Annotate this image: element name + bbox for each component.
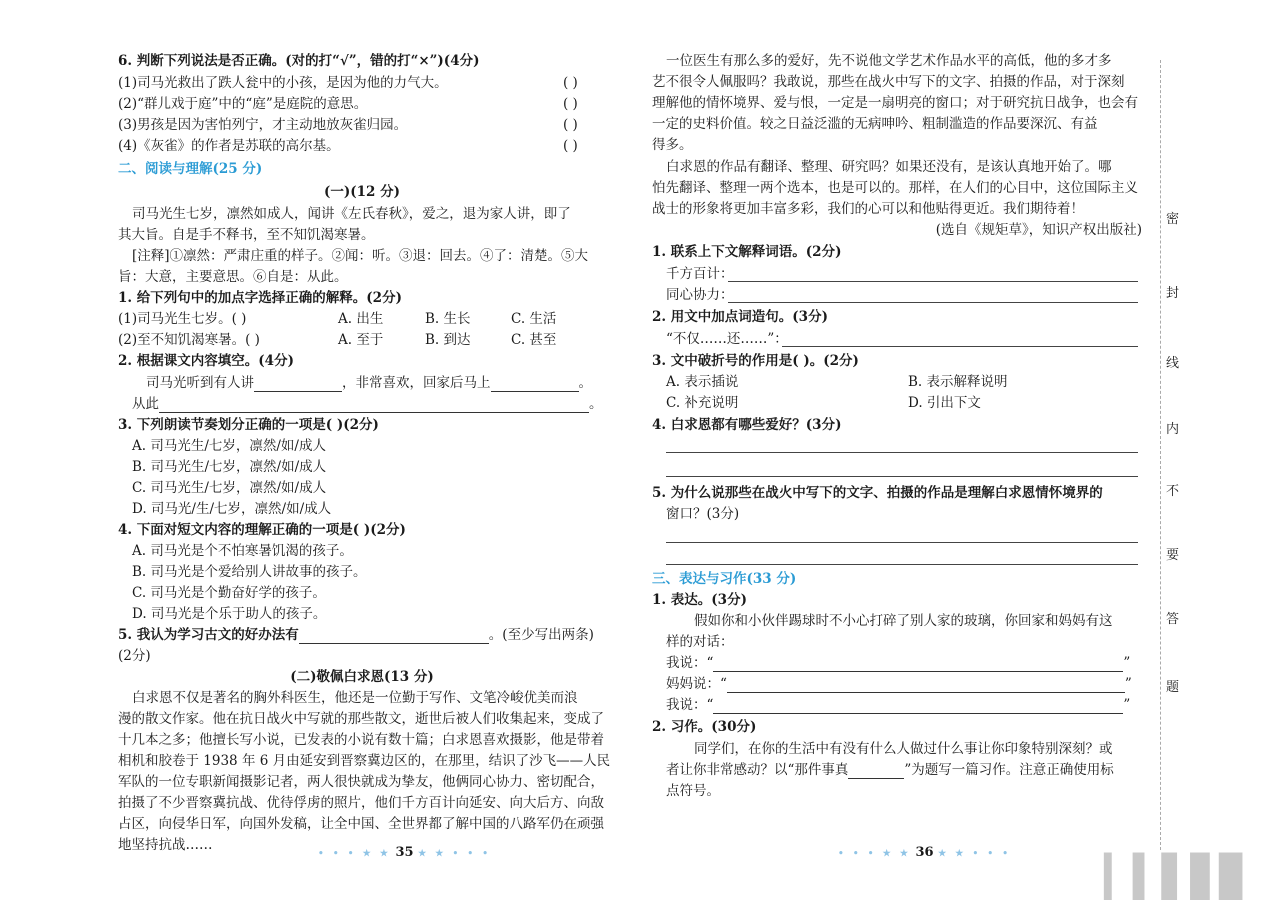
q2-fill bbox=[146, 374, 592, 392]
passage-line: 司马光生七岁，凛然如成人，闻讲《左氏春秋》，爱之，退为家人讲，即了 bbox=[132, 206, 571, 222]
answer-paren[interactable]: ( ) bbox=[563, 138, 578, 154]
seal-line bbox=[1160, 60, 1181, 850]
q1-label: 千方百计： bbox=[666, 266, 734, 282]
passage-line: 军队的一位专职新闻摄影记者，两人很快就成为挚友，他俩同心协力、密切配合， bbox=[118, 774, 604, 790]
e2-text-part: 者让你非常感动？以“那件事真 bbox=[666, 762, 849, 778]
q1-title: 1. 给下列句中的加点字选择正确的解释。(2分) bbox=[118, 290, 402, 306]
e2-title: 2. 习作。(30分) bbox=[652, 719, 757, 735]
seal-char: 内 bbox=[1166, 422, 1180, 437]
answer-line[interactable] bbox=[666, 542, 1138, 543]
q1-sentence: (2)至不知饥渴寒暑。( ) bbox=[118, 332, 260, 348]
passage-line: 漫的散文作家。他在抗日战火中写就的那些散文，逝世后被人们收集起来，变成了 bbox=[118, 711, 604, 727]
q6-item: (2)“群儿戏于庭”中的“庭”是庭院的意思。 bbox=[118, 96, 368, 112]
seal-char: 封 bbox=[1166, 286, 1180, 301]
q6-title: 6. 判断下列说法是否正确。(对的打“√”，错的打“×”)(4分) bbox=[118, 53, 480, 69]
option[interactable]: B. 司马光生/七岁，凛然/如/成人 bbox=[132, 459, 327, 475]
star-decoration: ★ ★ • • • bbox=[418, 849, 492, 859]
dialog-label: 我说：“ bbox=[666, 655, 714, 671]
passage-line: 其大旨。自是手不释书，至不知饥渴寒暑。 bbox=[118, 227, 375, 243]
passage-line: 一定的史料价值。较之日益泛滥的无病呻吟、粗制滥造的作品要深沉、有益 bbox=[652, 116, 1098, 132]
q5-title: 5. 我认为学习古文的好办法有 bbox=[118, 627, 299, 643]
dialog-label: 我说：“ bbox=[666, 697, 714, 713]
q4-title: 4. 下面对短文内容的理解正确的一项是( )(2分) bbox=[118, 522, 406, 538]
option[interactable]: A. 司马光是个不怕寒暑饥渴的孩子。 bbox=[132, 543, 353, 559]
option[interactable]: A. 司马光生/七岁，凛然/如/成人 bbox=[132, 438, 326, 454]
option[interactable]: B. 生长 bbox=[425, 311, 471, 327]
q4-title: 4. 白求恩都有哪些爱好？(3分) bbox=[652, 417, 842, 433]
passage-line: 艺不很令人佩服吗？我敢说，那些在战火中写下的文字、拍摄的作品，对于深刻 bbox=[652, 74, 1125, 90]
quote-close: ” bbox=[1123, 697, 1131, 713]
q3-title: 3. 下列朗读节奏划分正确的一项是( )(2分) bbox=[118, 417, 379, 433]
dialog-label: 妈妈说：“ bbox=[666, 676, 727, 692]
e2-text: 点符号。 bbox=[666, 783, 720, 799]
q1-label: 同心协力： bbox=[666, 287, 734, 303]
seal-char: 不 bbox=[1166, 484, 1180, 499]
passage-line: 一位医生有那么多的爱好，先不说他文学艺术作品水平的高低，他的多才多 bbox=[666, 53, 1112, 69]
answer-paren[interactable]: ( ) bbox=[563, 117, 578, 133]
e2-text-part: ”为题写一篇习作。注意正确使用标 bbox=[904, 762, 1114, 778]
seal-char: 密 bbox=[1166, 212, 1180, 227]
q2-text: 。 bbox=[589, 396, 603, 412]
answer-line[interactable] bbox=[728, 281, 1138, 282]
q2-fill bbox=[132, 395, 603, 413]
option[interactable]: B. 司马光是个爱给别人讲故事的孩子。 bbox=[132, 564, 367, 580]
part-title: (二)敬佩白求恩(13 分) bbox=[290, 669, 434, 685]
q2-label: “不仅……还……”： bbox=[666, 331, 788, 347]
q1-title: 1. 联系上下文解释词语。(2分) bbox=[652, 244, 842, 260]
q5-title-cont: 窗口？(3分) bbox=[666, 506, 740, 522]
bar-watermark-icon: ▎▍▌▋▊ bbox=[1104, 853, 1248, 900]
section-heading: 二、阅读与理解(25 分) bbox=[118, 161, 263, 177]
q3-title: 3. 文中破折号的作用是( )。(2分) bbox=[652, 353, 859, 369]
fill-blank[interactable] bbox=[159, 398, 589, 413]
note-line: 旨：大意，主要意思。⑥自是：从此。 bbox=[118, 269, 348, 285]
passage-line: 白求恩的作品有翻译、整理、研究吗？如果还没有，是该认真地开始了。哪 bbox=[666, 159, 1112, 175]
option[interactable]: D. 司马光/生/七岁，凛然/如/成人 bbox=[132, 501, 332, 517]
passage-line: 拍摄了不少晋察冀抗战、优待俘虏的照片，他们千方百计向延安、向大后方、向敌 bbox=[118, 795, 604, 811]
q6-item: (1)司马光救出了跌人瓮中的小孩，是因为他的力气大。 bbox=[118, 75, 448, 91]
option[interactable]: C. 甚至 bbox=[511, 332, 557, 348]
answer-line[interactable] bbox=[666, 476, 1138, 477]
quote-close: ” bbox=[1123, 655, 1131, 671]
q2-text: ，非常喜欢，回家后马上 bbox=[342, 375, 491, 391]
dialog-line bbox=[666, 696, 1130, 714]
q2-text: 司马光听到有人讲 bbox=[146, 375, 254, 391]
option[interactable]: A. 至于 bbox=[338, 332, 384, 348]
q2-text: 从此 bbox=[132, 396, 159, 412]
passage-line: 白求恩不仅是著名的胸外科医生，他还是一位勤于写作、文笔冷峻优美而浪 bbox=[132, 690, 578, 706]
q5-title: 5. 为什么说那些在战火中写下的文字、拍摄的作品是理解白求恩情怀境界的 bbox=[652, 485, 1103, 501]
option[interactable]: C. 补充说明 bbox=[666, 395, 739, 411]
passage-line: 相机和胶卷于 1938 年 6 月由延安到晋察冀边区的，在那里，结识了沙飞——人民 bbox=[118, 753, 611, 769]
fill-blank[interactable] bbox=[299, 629, 489, 644]
passage-line: 怕先翻译、整理一两个选本，也是可以的。那样，在人们的心目中，这位国际主义 bbox=[652, 180, 1138, 196]
e2-text bbox=[666, 761, 1114, 779]
option[interactable]: B. 表示解释说明 bbox=[908, 374, 1008, 390]
seal-char: 题 bbox=[1166, 680, 1180, 695]
answer-paren[interactable]: ( ) bbox=[563, 75, 578, 91]
q5-text: 。(至少写出两条) bbox=[488, 627, 594, 643]
answer-line[interactable] bbox=[782, 346, 1138, 347]
part-title: (一)(12 分) bbox=[323, 184, 401, 200]
dialog-line bbox=[666, 654, 1130, 672]
quote-close: ” bbox=[1124, 676, 1132, 692]
e1-text: 假如你和小伙伴踢球时不小心打碎了别人家的玻璃，你回家和妈妈有这 bbox=[694, 613, 1113, 629]
e2-text: 同学们，在你的生活中有没有什么人做过什么事让你印象特别深刻？或 bbox=[694, 741, 1113, 757]
option[interactable]: C. 生活 bbox=[511, 311, 557, 327]
fill-blank[interactable] bbox=[727, 678, 1125, 693]
fill-blank[interactable] bbox=[713, 657, 1123, 672]
q2-text: 。 bbox=[578, 375, 592, 391]
q6-item: (3)男孩是因为害怕列宁，才主动地放灰雀归园。 bbox=[118, 117, 408, 133]
e1-text: 样的对话： bbox=[666, 634, 734, 650]
passage-line: 战士的形象将更加丰富多彩，我们的心可以和他贴得更近。我们期待着！ bbox=[652, 201, 1084, 217]
seal-char: 线 bbox=[1166, 356, 1180, 371]
q5-line bbox=[118, 626, 594, 644]
option[interactable]: C. 司马光生/七岁，凛然/如/成人 bbox=[132, 480, 327, 496]
star-decoration: ★ ★ • • • bbox=[938, 849, 1012, 859]
option[interactable]: D. 引出下文 bbox=[908, 395, 981, 411]
q2-title: 2. 根据课文内容填空。(4分) bbox=[118, 353, 294, 369]
passage-line: 地坚持抗战…… bbox=[118, 837, 213, 853]
answer-line[interactable] bbox=[666, 564, 1138, 565]
passage-line: 得多。 bbox=[652, 137, 693, 153]
option[interactable]: D. 司马光是个乐于助人的孩子。 bbox=[132, 606, 327, 622]
page-number: 36 bbox=[915, 845, 934, 860]
section-heading: 三、表达与习作(33 分) bbox=[652, 571, 797, 587]
seal-char: 要 bbox=[1166, 548, 1180, 563]
note-line: [注释]①凛然：严肃庄重的样子。②闻：听。③退：回去。④了：清楚。⑤大 bbox=[132, 248, 589, 264]
star-decoration: • • • ★ ★ bbox=[318, 849, 391, 859]
page-number-left bbox=[318, 845, 491, 860]
dialog-line bbox=[666, 675, 1132, 693]
option[interactable]: A. 出生 bbox=[338, 311, 384, 327]
option[interactable]: C. 司马光是个勤奋好学的孩子。 bbox=[132, 585, 326, 601]
seal-char: 答 bbox=[1166, 612, 1180, 627]
fill-blank[interactable] bbox=[491, 377, 579, 392]
star-decoration: • • • ★ ★ bbox=[838, 849, 911, 859]
passage-line: 十几本之多；他擅长写小说，已发表的小说有数十篇；白求恩喜欢摄影，他是带着 bbox=[118, 732, 604, 748]
answer-line[interactable] bbox=[728, 302, 1138, 303]
fill-blank[interactable] bbox=[713, 699, 1123, 714]
page-number-right bbox=[838, 845, 1011, 860]
fill-blank[interactable] bbox=[254, 377, 342, 392]
q5-score: (2分) bbox=[118, 648, 151, 664]
q6-item: (4)《灰雀》的作者是苏联的高尔基。 bbox=[118, 138, 340, 154]
e1-title: 1. 表达。(3分) bbox=[652, 592, 747, 608]
fill-blank[interactable] bbox=[848, 764, 904, 779]
option[interactable]: B. 到达 bbox=[425, 332, 471, 348]
option[interactable]: A. 表示插说 bbox=[666, 374, 739, 390]
answer-paren[interactable]: ( ) bbox=[563, 96, 578, 112]
source-citation: (选自《规矩草》，知识产权出版社) bbox=[935, 222, 1142, 238]
passage-line: 占区，向侵华日军，向国外发稿，让全中国、全世界都了解中国的八路军仍在顽强 bbox=[118, 816, 604, 832]
page-number: 35 bbox=[395, 845, 414, 860]
passage-line: 理解他的情怀境界、爱与恨，一定是一扇明亮的窗口；对于研究抗日战争，也会有 bbox=[652, 95, 1138, 111]
q1-sentence: (1)司马光生七岁。( ) bbox=[118, 311, 247, 327]
q2-title: 2. 用文中加点词造句。(3分) bbox=[652, 309, 828, 325]
answer-line[interactable] bbox=[666, 452, 1138, 453]
